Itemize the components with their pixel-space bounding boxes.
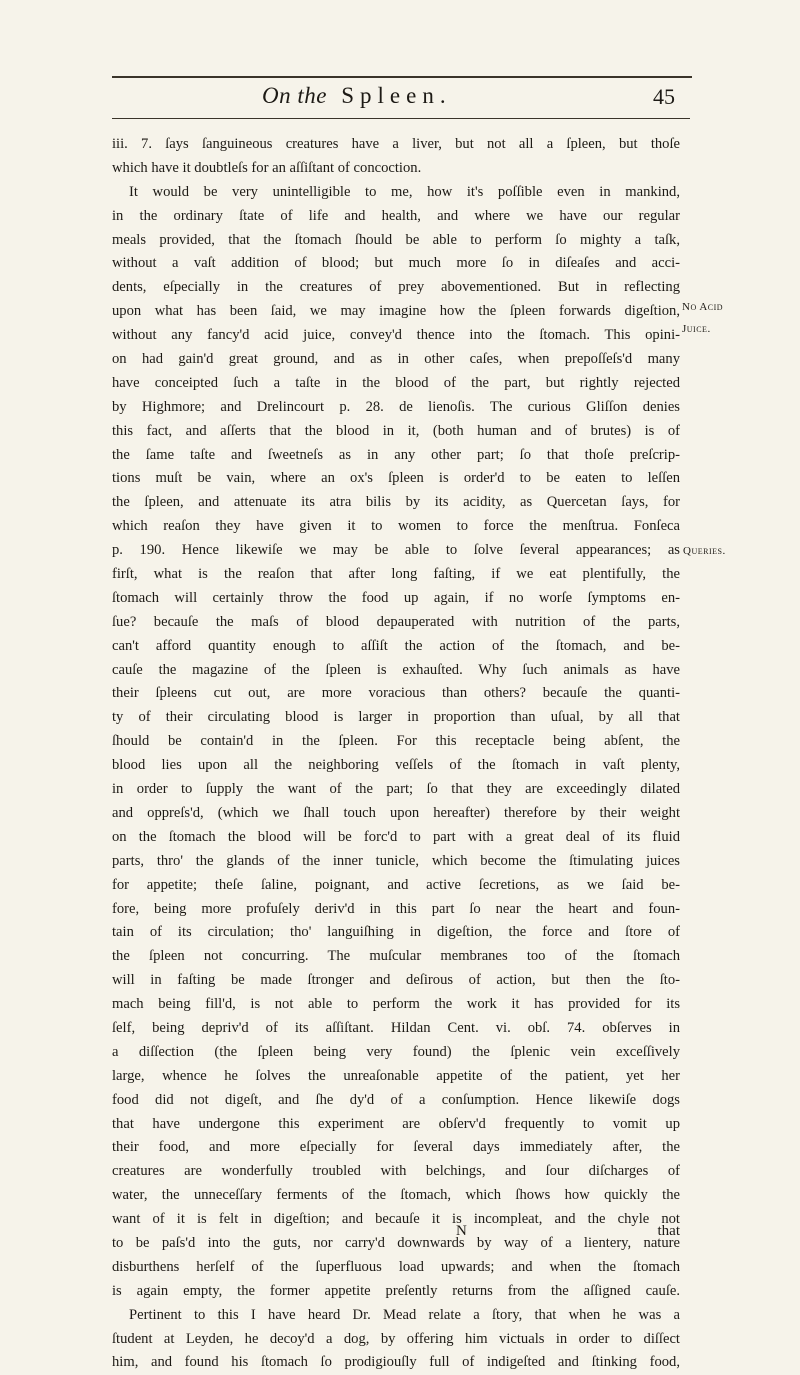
text-line: and oppreſs'd, (which we ſhall touch upon hereafter) therefore by their weight (112, 804, 680, 821)
text-line: for appetite; theſe ſaline, poignant, and active ſecretions, as we ſaid be- (112, 876, 680, 893)
text-line: in the ordinary ſtate of life and health, and where we have our regular (112, 207, 680, 224)
text-line: by Highmore; and Drelincourt p. 28. de lienoſis. The curious Gliſſon denies (112, 398, 680, 415)
text-line: have conceipted ſuch a taſte in the blood of the part, but rightly rejected (112, 374, 680, 391)
text-line: the ſame taſte and ſweetneſs as in any other part; ſo that thoſe preſcrip- (112, 446, 680, 463)
text-line: to be paſs'd into the guts, nor carry'd downwards by way of a lientery, nature (112, 1234, 680, 1251)
text-line: will in faſting be made ſtronger and deſirous of action, but then the ſto- (112, 972, 680, 989)
text-line: without any fancy'd acid juice, convey'd thence into the ſtomach. This opini- (112, 327, 680, 344)
text-line: creatures are wonderfully troubled with belchings, and ſour diſcharges of (112, 1163, 680, 1180)
text-line: parts, thro' the glands of the inner tunicle, which become the ſtimulating juices (112, 852, 680, 869)
text-line: their ſpleens cut out, are more voracious than others? becauſe the quanti- (112, 685, 680, 702)
header-title-prefix: On the (262, 83, 327, 108)
text-line: this fact, and aſſerts that the blood in it, (both human and of brutes) is of (112, 422, 680, 439)
text-line: that have undergone this experiment are obſerv'd frequently to vomit up (112, 1115, 680, 1132)
text-line: cauſe the magazine of the ſpleen is exhauſted. Why ſuch animals as have (112, 661, 680, 678)
text-line: tions muſt be vain, where an ox's ſpleen is order'd to be eaten to leſſen (112, 470, 680, 487)
margin-note-juice: Juice. (682, 323, 711, 335)
text-line: dents, eſpecially in the creatures of prey abovementioned. But in reflecting (112, 279, 680, 296)
text-line: meals provided, that the ſtomach ſhould be able to perform ſo mighty a taſk, (112, 231, 680, 248)
text-line: It would be very unintelligible to me, how it's poſſible even in mankind, (129, 183, 680, 200)
text-line: disburthens herſelf of the ſuperfluous load upwards; and when the ſtomach (112, 1258, 680, 1275)
text-line: want of it is felt in digeſtion; and becauſe it is incompleat, and the chyle not (112, 1211, 680, 1228)
text-line: Pertinent to this I have heard Dr. Mead relate a ſtory, that when he was a (129, 1306, 680, 1323)
text-line: ty of their circulating blood is larger in proportion than uſual, by all that (112, 709, 680, 726)
text-line: mach being fill'd, is not able to perform the work it has provided for its (112, 996, 680, 1013)
body-text (112, 133, 680, 1375)
text-line: iii. 7. ſays ſanguineous creatures have a liver, but not all a ſpleen, but thoſe (112, 136, 680, 152)
text-line: large, whence he ſolves the unreaſonable appetite of the patient, yet her (112, 1067, 680, 1084)
text-line: blood lies upon all the neighboring veſſels of the ſtomach in vaſt plenty, (112, 757, 680, 774)
header-rule (112, 118, 690, 119)
page-number: 45 (653, 84, 675, 109)
text-line: is again empty, the former appetite preſently returns from the aſſigned cauſe. (112, 1282, 680, 1299)
text-line: upon what has been ſaid, we may imagine how the ſpleen forwards digeſtion, (112, 303, 680, 320)
text-line: a diſſection (the ſpleen being very found) the ſplenic vein exceſſively (112, 1043, 680, 1060)
text-line: their food, and more eſpecially for ſeveral days immediately after, the (112, 1139, 680, 1156)
text-line: food did not digeſt, and ſhe dy'd of a conſumption. Hence likewiſe dogs (112, 1091, 680, 1108)
text-line: the ſpleen, and attenuate its atra bilis by its acidity, as Quercetan ſays, for (112, 494, 680, 511)
text-line: which have it doubtleſs for an aſſiſtant of concoction. (112, 159, 422, 176)
header-title-word: Spleen. (341, 83, 452, 108)
text-line: without a vaſt addition of blood; but much more ſo in diſeaſes and acci- (112, 255, 680, 272)
text-line: tain of its circulation; tho' languiſhing in digeſtion, the force and ſtore of (112, 924, 680, 941)
signature-mark: N (456, 1223, 467, 1239)
text-line: ſue? becauſe the maſs of blood depauperated with nutrition of the parts, (112, 613, 680, 630)
margin-note-queries: Queries. (683, 545, 726, 557)
running-header (262, 83, 452, 109)
text-line: on the ſtomach the blood will be forc'd to part with a great deal of its fluid (112, 828, 680, 845)
text-line: can't afford quantity enough to aſſiſt the action of the ſtomach, and be- (112, 637, 680, 654)
top-rule (112, 76, 692, 78)
text-line: water, the unneceſſary ferments of the ſtomach, which ſhows how quickly the (112, 1187, 680, 1204)
text-line: in order to ſupply the want of the part; ſo that they are exceedingly dilated (112, 781, 680, 798)
text-line: p. 190. Hence likewiſe we may be able to ſolve ſeveral appearances; as (112, 542, 680, 559)
text-line: on had gain'd great ground, and as in other caſes, when prepoſſeſs'd many (112, 351, 680, 368)
text-line: which reaſon they have given it to women to force the menſtrua. Fonſeca (112, 518, 680, 535)
text-line: ſhould be contain'd in the ſpleen. For this receptacle being abſent, the (112, 733, 680, 750)
text-line: ſtomach will certainly throw the food up again, if no worſe ſymptoms en- (112, 589, 680, 606)
catchword: that (657, 1223, 680, 1239)
text-line: ſelf, being depriv'd of its aſſiſtant. Hildan Cent. vi. obſ. 74. obſerves in (112, 1019, 680, 1036)
text-line: the ſpleen not concurring. The muſcular membranes too of the ſtomach (112, 948, 680, 965)
text-line: ſtudent at Leyden, he decoy'd a dog, by offering him victuals in order to diſſect (112, 1330, 680, 1347)
text-line: firſt, what is the reaſon that after long faſting, if we eat plentifully, the (112, 566, 680, 583)
margin-note-no-acid: No Acid (682, 301, 724, 313)
text-line: fore, being more profuſely deriv'd in this part ſo near the heart and foun- (112, 900, 680, 917)
page-footer (112, 1223, 680, 1247)
text-line: him, and found his ſtomach ſo prodigiouſly full of indigeſted and ſtinking food, (112, 1354, 680, 1371)
